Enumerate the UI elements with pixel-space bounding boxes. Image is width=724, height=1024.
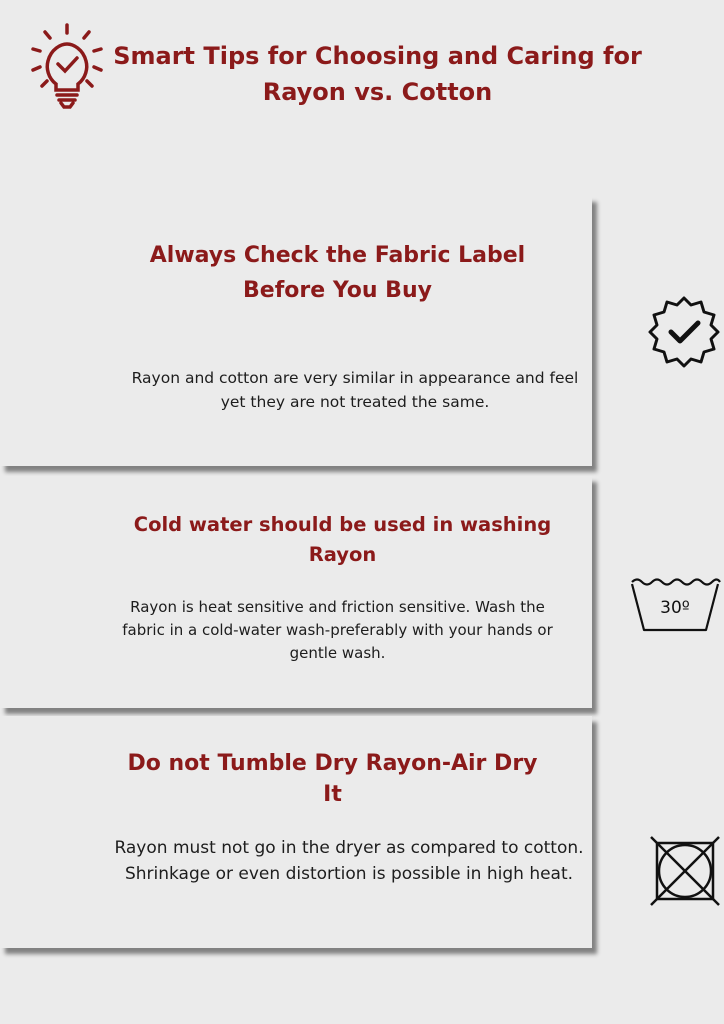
tip-title: Cold water should be used in washing Rayon <box>133 513 552 566</box>
tip-card-air-dry <box>0 716 592 948</box>
tip-title: Do not Tumble Dry Rayon-Air Dry It <box>127 751 538 807</box>
tip-body: Rayon must not go in the dryer as compared to cotton. Shrinkage or even distortion is possible in high heat. <box>114 838 584 884</box>
tip-body: Rayon is heat sensitive and friction sensitive. Wash the fabric in a cold-water wash-preferably with your hands or gentle wash. <box>122 598 553 662</box>
tip-card-cold-water <box>0 476 592 708</box>
tip-body: Rayon and cotton are very similar in appearance and feel yet they are not treated the same. <box>131 369 579 411</box>
verified-badge-icon <box>646 294 722 370</box>
wash-30-icon <box>628 574 722 634</box>
tip-card-fabric-label <box>0 196 592 466</box>
do-not-tumble-dry-icon <box>648 834 722 908</box>
lightbulb-check-icon <box>28 22 106 110</box>
page-title: Smart Tips for Choosing and Caring for Rayon vs. Cotton <box>113 42 642 106</box>
tip-title: Always Check the Fabric Label Before You Buy <box>149 243 526 303</box>
wash-temp-label: 30º <box>660 598 690 618</box>
